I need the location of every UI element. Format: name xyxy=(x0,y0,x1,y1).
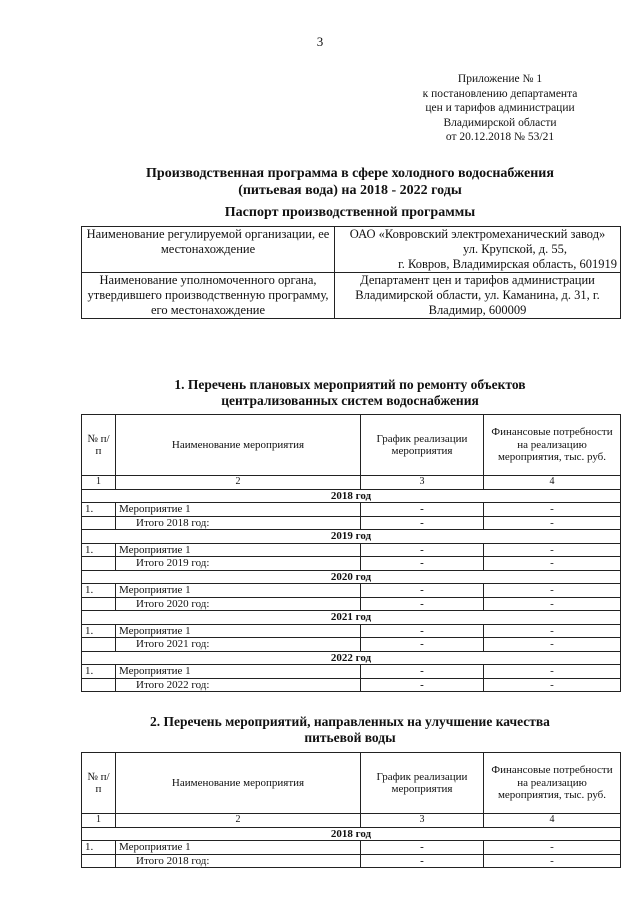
item-name: Мероприятие 1 xyxy=(116,624,361,638)
appendix-line: Приложение № 1 xyxy=(457,73,543,85)
table-row xyxy=(82,665,621,679)
total-finance: - xyxy=(484,516,621,530)
header-row xyxy=(82,415,621,476)
item-finance: - xyxy=(484,503,621,517)
appendix-line: к постановлению департамента xyxy=(422,87,578,100)
total-schedule: - xyxy=(361,597,484,611)
total-label: Итого 2018 год: xyxy=(116,516,361,530)
index-cell: 2 xyxy=(116,814,361,828)
year-row xyxy=(82,611,621,625)
year-row xyxy=(82,827,621,841)
section2-title xyxy=(60,714,640,746)
total-label: Итого 2019 год: xyxy=(116,557,361,571)
total-finance: - xyxy=(484,557,621,571)
year-row xyxy=(82,530,621,544)
item-name: Мероприятие 1 xyxy=(116,543,361,557)
table-row xyxy=(82,227,621,273)
item-num xyxy=(82,516,116,530)
item-finance: - xyxy=(484,543,621,557)
index-cell: 1 xyxy=(82,476,116,490)
section2-table xyxy=(81,752,621,868)
year-label: 2022 год xyxy=(82,651,621,665)
table-row xyxy=(82,597,621,611)
passport-label: Наименование уполномоченного органа, утвердившего производственную программу, его местонахождение xyxy=(82,273,335,319)
passport-label: Наименование регулируемой организации, ее местонахождение xyxy=(82,227,335,273)
passport-heading: Паспорт производственной программы xyxy=(224,205,476,220)
item-num xyxy=(82,638,116,652)
col-header-finance: Финансовые потребности на реализацию мероприятия, тыс. руб. xyxy=(484,415,621,476)
total-label: Итого 2020 год: xyxy=(116,597,361,611)
col-header-num: № п/п xyxy=(82,753,116,814)
year-label: 2021 год xyxy=(82,611,621,625)
table-row xyxy=(82,841,621,855)
index-cell: 4 xyxy=(484,814,621,828)
year-row xyxy=(82,651,621,665)
table-row xyxy=(82,678,621,692)
passport-value-line: ул. Крупской, д. 55, xyxy=(463,242,567,256)
index-row xyxy=(82,814,621,828)
item-num xyxy=(82,597,116,611)
table-row xyxy=(82,503,621,517)
total-schedule: - xyxy=(361,678,484,692)
item-num: 1. xyxy=(82,841,116,855)
table-row xyxy=(82,854,621,868)
total-label: Итого 2021 год: xyxy=(116,638,361,652)
item-schedule: - xyxy=(361,841,484,855)
section1-title xyxy=(60,377,640,409)
total-label: Итого 2018 год: xyxy=(116,854,361,868)
item-num xyxy=(82,678,116,692)
col-header-num: № п/п xyxy=(82,415,116,476)
section-title-line: 1. Перечень плановых мероприятий по ремонту объектов xyxy=(174,377,526,392)
item-name: Мероприятие 1 xyxy=(116,841,361,855)
item-finance: - xyxy=(484,841,621,855)
table-row xyxy=(82,273,621,319)
header-row xyxy=(82,753,621,814)
total-schedule: - xyxy=(361,557,484,571)
table-row xyxy=(82,543,621,557)
section1-table xyxy=(81,414,621,692)
passport-value-line: ОАО «Ковровский электромеханический завод» xyxy=(349,227,606,241)
item-finance: - xyxy=(484,624,621,638)
year-label: 2020 год xyxy=(82,570,621,584)
item-finance: - xyxy=(484,665,621,679)
item-num: 1. xyxy=(82,543,116,557)
item-schedule: - xyxy=(361,665,484,679)
section-title-line: питьевой воды xyxy=(304,730,396,745)
index-cell: 2 xyxy=(116,476,361,490)
index-row xyxy=(82,476,621,490)
index-cell: 3 xyxy=(361,476,484,490)
section-title-line: 2. Перечень мероприятий, направленных на улучшение качества xyxy=(150,714,550,729)
passport-value: Департамент цен и тарифов администрации Владимирской области, ул. Каманина, д. 31, г. Владимир, 600009 xyxy=(335,273,621,319)
title-line: Производственная программа в сфере холодного водоснабжения xyxy=(146,166,554,181)
appendix-line: цен и тарифов администрации xyxy=(425,102,575,114)
section-title-line: централизованных систем водоснабжения xyxy=(221,393,479,408)
year-row xyxy=(82,570,621,584)
item-num: 1. xyxy=(82,503,116,517)
appendix-line: Владимирской области xyxy=(443,116,557,129)
year-label: 2018 год xyxy=(82,827,621,841)
passport-value-line: г. Ковров, Владимирская область, 601919 xyxy=(398,257,617,271)
year-label: 2018 год xyxy=(82,489,621,503)
page-number: 3 xyxy=(316,34,324,49)
document-title xyxy=(60,165,640,199)
item-num: 1. xyxy=(82,665,116,679)
total-finance: - xyxy=(484,854,621,868)
total-finance: - xyxy=(484,638,621,652)
item-finance: - xyxy=(484,584,621,598)
item-schedule: - xyxy=(361,624,484,638)
year-row xyxy=(82,489,621,503)
total-schedule: - xyxy=(361,516,484,530)
appendix-block xyxy=(400,72,600,145)
item-schedule: - xyxy=(361,543,484,557)
col-header-finance: Финансовые потребности на реализацию мероприятия, тыс. руб. xyxy=(484,753,621,814)
item-name: Мероприятие 1 xyxy=(116,584,361,598)
item-num: 1. xyxy=(82,584,116,598)
col-header-schedule: График реализации мероприятия xyxy=(361,415,484,476)
table-row xyxy=(82,638,621,652)
col-header-name: Наименование мероприятия xyxy=(116,753,361,814)
item-num: 1. xyxy=(82,624,116,638)
title-line: (питьевая вода) на 2018 - 2022 годы xyxy=(238,183,462,198)
total-schedule: - xyxy=(361,638,484,652)
passport-value xyxy=(335,227,621,273)
col-header-schedule: График реализации мероприятия xyxy=(361,753,484,814)
passport-table xyxy=(81,226,621,319)
col-header-name: Наименование мероприятия xyxy=(116,415,361,476)
table-row xyxy=(82,624,621,638)
index-cell: 3 xyxy=(361,814,484,828)
total-schedule: - xyxy=(361,854,484,868)
item-num xyxy=(82,557,116,571)
table-row xyxy=(82,557,621,571)
year-label: 2019 год xyxy=(82,530,621,544)
item-schedule: - xyxy=(361,584,484,598)
total-finance: - xyxy=(484,678,621,692)
total-label: Итого 2022 год: xyxy=(116,678,361,692)
index-cell: 1 xyxy=(82,814,116,828)
table-row xyxy=(82,584,621,598)
appendix-line: от 20.12.2018 № 53/21 xyxy=(445,131,555,143)
index-cell: 4 xyxy=(484,476,621,490)
table-row xyxy=(82,516,621,530)
item-num xyxy=(82,854,116,868)
total-finance: - xyxy=(484,597,621,611)
item-name: Мероприятие 1 xyxy=(116,665,361,679)
item-schedule: - xyxy=(361,503,484,517)
item-name: Мероприятие 1 xyxy=(116,503,361,517)
